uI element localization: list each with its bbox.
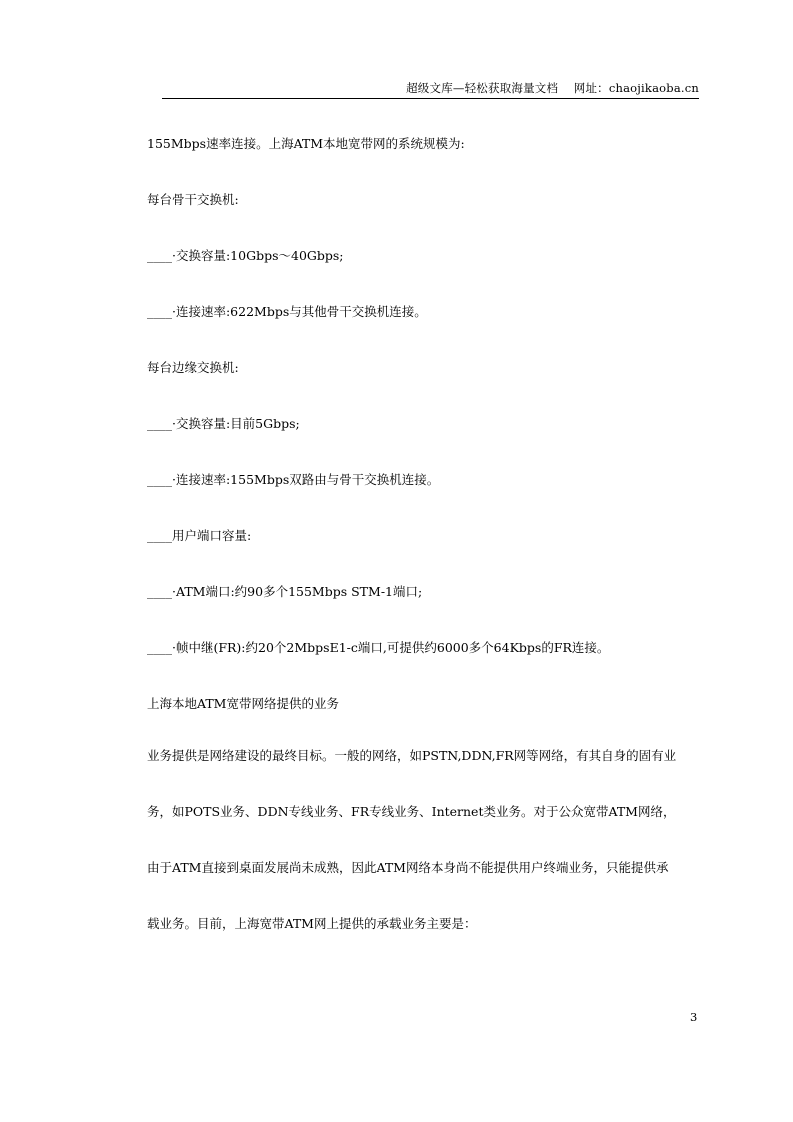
paragraph-line-2: 务，如POTS业务、DDN专线业务、FR专线业务、Internet类业务。对于公众宽带ATM网络， — [147, 804, 676, 819]
page-header — [162, 78, 699, 99]
text-line-3: ____·交换容量:10Gbps～40Gbps; — [147, 248, 344, 263]
text-line-5: 每台边缘交换机: — [147, 360, 239, 375]
text-line-1: 155Mbps速率连接。上海ATM本地宽带网的系统规模为: — [147, 136, 465, 151]
text-line-4: ____·连接速率:622Mbps与其他骨干交换机连接。 — [147, 304, 427, 319]
text-line-2: 每台骨干交换机: — [147, 192, 239, 207]
body-paragraph — [147, 728, 717, 952]
paragraph-line-3: 由于ATM直接到桌面发展尚未成熟，因此ATM网络本身尚不能提供用户终端业务，只能提供承 — [147, 860, 669, 875]
paragraph-line-4: 载业务。目前，上海宽带ATM网上提供的承载业务主要是： — [147, 916, 477, 931]
header-text: 超级文库—轻松获取海量文档 网址：chaojikaoba.cn — [406, 81, 699, 95]
text-line-7: ____·连接速率:155Mbps双路由与骨干交换机连接。 — [147, 472, 440, 487]
paragraph-line-1: 业务提供是网络建设的最终目标。一般的网络，如PSTN,DDN,FR网等网络，有其自身的固有业 — [147, 748, 677, 763]
section-heading: 上海本地ATM宽带网络提供的业务 — [147, 696, 339, 711]
text-line-9: ____·ATM端口:约90多个155Mbps STM-1端口; — [147, 584, 423, 599]
page-number: 3 — [690, 1010, 698, 1024]
text-line-8: ____用户端口容量: — [147, 528, 252, 543]
text-line-6: ____·交换容量:目前5Gbps; — [147, 416, 300, 431]
text-line-10: ____·帧中继(FR):约20个2MbpsE1-c端口,可提供约6000多个64Kbps的FR连接。 — [147, 640, 610, 655]
